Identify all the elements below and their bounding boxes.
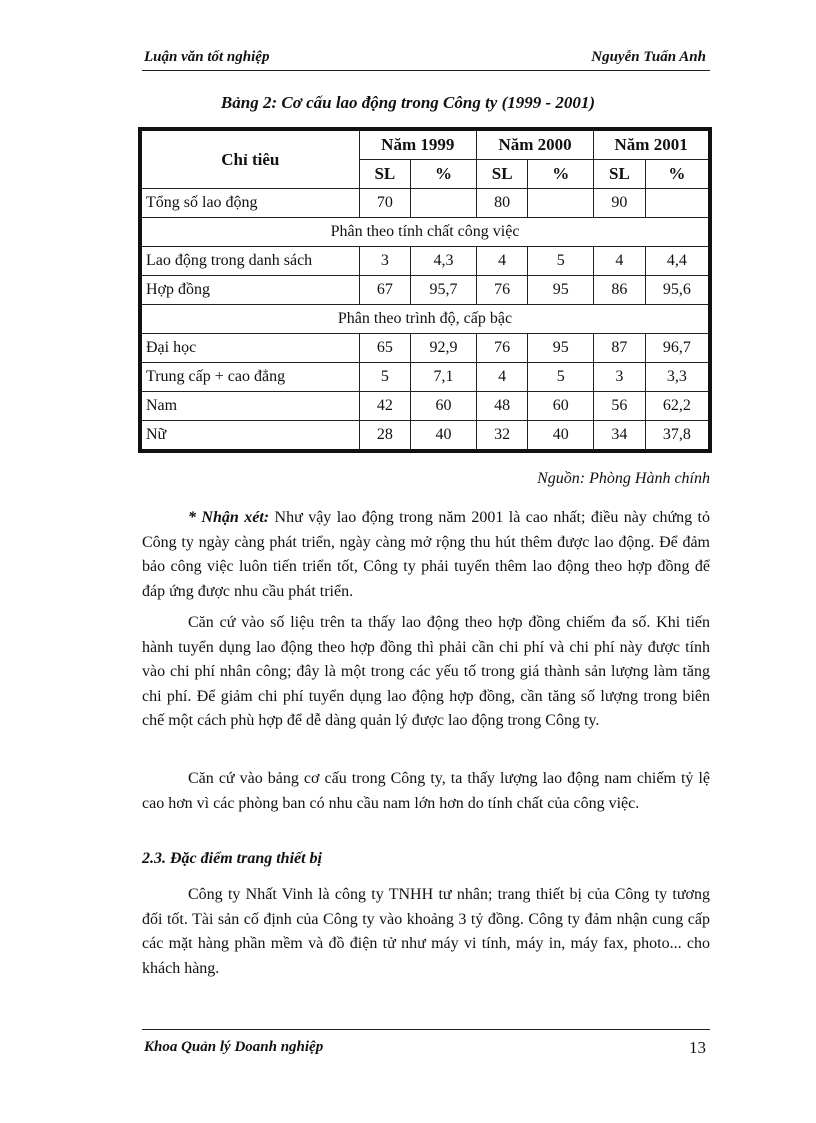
row-label: Lao động trong danh sách — [140, 247, 359, 276]
table-row — [140, 363, 710, 392]
cell: 92,9 — [411, 334, 477, 363]
cell: 4 — [476, 247, 527, 276]
cell: 87 — [594, 334, 645, 363]
cell: 3,3 — [645, 363, 710, 392]
footer-faculty: Khoa Quản lý Doanh nghiệp — [144, 1039, 324, 1055]
header-pct: % — [645, 160, 710, 189]
cell: 67 — [359, 276, 410, 305]
header-year-2001: Năm 2001 — [594, 129, 710, 160]
cell: 4,4 — [645, 247, 710, 276]
header-sl: SL — [594, 160, 645, 189]
cell: 76 — [476, 276, 527, 305]
paragraph-remark — [142, 506, 710, 604]
table-row — [140, 189, 710, 218]
cell: 40 — [411, 421, 477, 452]
row-label: Đại học — [140, 334, 359, 363]
header-pct: % — [528, 160, 594, 189]
header-pct: % — [411, 160, 477, 189]
row-label: Hợp đồng — [140, 276, 359, 305]
cell: 37,8 — [645, 421, 710, 452]
cell: 60 — [528, 392, 594, 421]
cell: 28 — [359, 421, 410, 452]
page-footer — [142, 1029, 710, 1060]
cell — [411, 189, 477, 218]
header-year-2000: Năm 2000 — [476, 129, 593, 160]
cell: 80 — [476, 189, 527, 218]
table-source: Nguồn: Phòng Hành chính — [537, 470, 710, 487]
paragraph-gender-ratio: Căn cứ vào bảng cơ cấu trong Công ty, ta thấy lượng lao động nam chiếm tỷ lệ cao hơn vì các phòng ban có nhu cầu nam lớn hơn do tính chất của công việc. — [142, 770, 710, 812]
cell: 76 — [476, 334, 527, 363]
header-thesis-label: Luận văn tốt nghiệp — [144, 49, 270, 65]
cell — [528, 189, 594, 218]
cell: 5 — [359, 363, 410, 392]
cell: 65 — [359, 334, 410, 363]
cell: 4,3 — [411, 247, 477, 276]
cell: 95,6 — [645, 276, 710, 305]
table-row — [140, 421, 710, 452]
section-label: Phân theo tính chất công việc — [140, 218, 710, 247]
cell — [645, 189, 710, 218]
header-indicator: Chỉ tiêu — [140, 129, 359, 189]
table-caption: Bảng 2: Cơ cấu lao động trong Công ty (1999 - 2001) — [220, 93, 596, 112]
cell: 95 — [528, 276, 594, 305]
page-header — [142, 46, 710, 71]
cell: 42 — [359, 392, 410, 421]
table-row — [140, 334, 710, 363]
cell: 60 — [411, 392, 477, 421]
header-author: Nguyễn Tuấn Anh — [591, 49, 706, 65]
cell: 32 — [476, 421, 527, 452]
header-year-1999: Năm 1999 — [359, 129, 476, 160]
table-row — [140, 276, 710, 305]
row-label: Nam — [140, 392, 359, 421]
cell: 5 — [528, 247, 594, 276]
cell: 86 — [594, 276, 645, 305]
remark-lead: * Nhận xét: — [188, 509, 270, 526]
table-row — [140, 392, 710, 421]
table-row — [140, 247, 710, 276]
cell: 90 — [594, 189, 645, 218]
table-header-row — [140, 129, 710, 160]
section-label: Phân theo trình độ, cấp bậc — [140, 305, 710, 334]
page-number: 13 — [689, 1038, 706, 1057]
labor-structure-table — [138, 127, 712, 453]
cell: 96,7 — [645, 334, 710, 363]
paragraph-contract-labor: Căn cứ vào số liệu trên ta thấy lao động theo hợp đồng chiếm đa số. Khi tiến hành tuyển dụng lao động theo hợp đồng thì phải cần chi phí và chi phí này được tính vào chi phí nhân công; đây là một trong các yếu tố trong giá thành sản lượng làm tăng chi phí. Để giảm chi phí tuyển dụng lao động hợp đồng, cần tăng số lượng trong biên chế một cách phù hợp để dễ dàng quản lý được lao động trong Công ty. — [142, 614, 710, 729]
paragraph-equipment: Công ty Nhất Vinh là công ty TNHH tư nhân; trang thiết bị của Công ty tương đối tốt. Tài sản cố định của Công ty vào khoảng 3 tỷ đồng. Công ty đảm nhận cung cấp các mặt hàng phần mềm và đồ điện tử như máy vi tính, máy in, máy fax, photo... cho khách hàng. — [142, 886, 710, 977]
cell: 95,7 — [411, 276, 477, 305]
cell: 3 — [359, 247, 410, 276]
cell: 70 — [359, 189, 410, 218]
cell: 7,1 — [411, 363, 477, 392]
row-label: Nữ — [140, 421, 359, 452]
section-heading: 2.3. Đặc điểm trang thiết bị — [142, 850, 322, 867]
table-section-row — [140, 305, 710, 334]
header-sl: SL — [476, 160, 527, 189]
row-label: Tổng số lao động — [140, 189, 359, 218]
table-section-row — [140, 218, 710, 247]
cell: 62,2 — [645, 392, 710, 421]
cell: 95 — [528, 334, 594, 363]
cell: 40 — [528, 421, 594, 452]
header-sl: SL — [359, 160, 410, 189]
cell: 56 — [594, 392, 645, 421]
cell: 4 — [594, 247, 645, 276]
cell: 4 — [476, 363, 527, 392]
cell: 5 — [528, 363, 594, 392]
cell: 48 — [476, 392, 527, 421]
cell: 3 — [594, 363, 645, 392]
row-label: Trung cấp + cao đẳng — [140, 363, 359, 392]
cell: 34 — [594, 421, 645, 452]
remark-text: Như vậy lao động trong năm 2001 là cao nhất; điều này chứng tỏ Công ty ngày càng phát triển, ngày càng mở rộng thu hút thêm được lao động. Để đảm bảo công việc luôn tiến triển tốt, Công ty phải tuyển thêm lao động theo hợp đồng để đáp ứng được nhu cầu phát triển. — [142, 509, 710, 600]
